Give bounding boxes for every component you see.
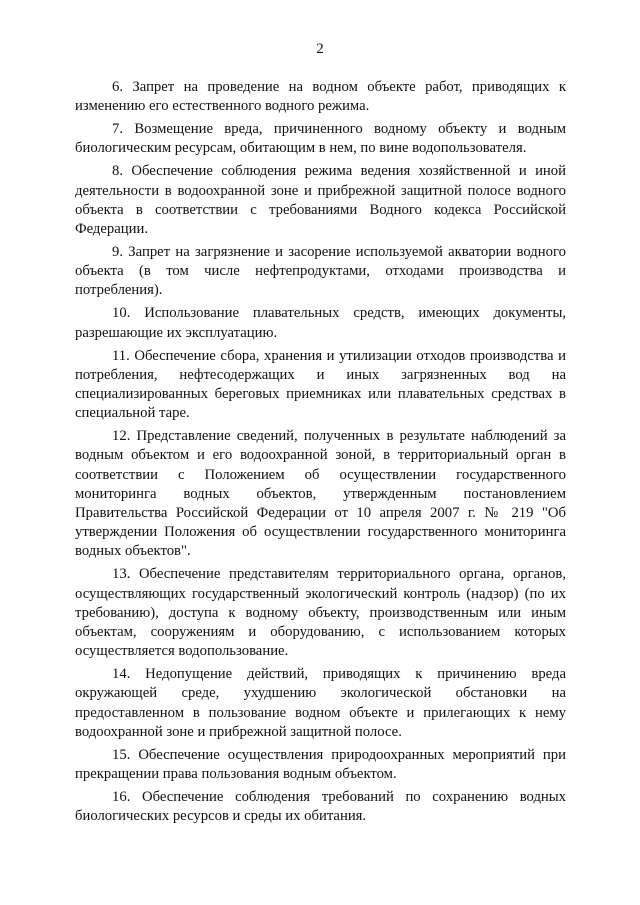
paragraph-6: 6. Запрет на проведение на водном объекте работ, приводящих к изменению его естественного водного режима.	[75, 79, 566, 115]
paragraph-16: 16. Обеспечение соблюдения требований по сохранению водных биологических ресурсов и среды их обитания.	[75, 789, 566, 825]
paragraph-8: 8. Обеспечение соблюдения режима ведения хозяйственной и иной деятельности в водоохранной зоне и прибрежной защитной полосе водного объекта в соответствии с требованиями Водного кодекса Российской Федерации.	[75, 163, 566, 238]
paragraph-14: 14. Недопущение действий, приводящих к причинению вреда окружающей среде, ухудшению экологической обстановки на предоставленном в пользование водном объекте и прилегающих к нему водоохранной зоне и прибрежной защитной полосе.	[75, 666, 566, 740]
paragraph-9: 9. Запрет на загрязнение и засорение используемой акватории водного объекта (в том числе нефтепродуктами, отходами производства и потребления).	[75, 244, 566, 299]
paragraph-15: 15. Обеспечение осуществления природоохранных мероприятий при прекращении права пользования водным объектом.	[75, 746, 566, 783]
paragraph-7: 7. Возмещение вреда, причиненного водному объекту и водным биологическим ресурсам, обитающим в нем, по вине водопользователя.	[75, 121, 566, 157]
paragraph-13: 13. Обеспечение представителям территориального органа, органов, осуществляющих государственный экологический контроль (надзор) (по их требованию), доступа к водному объекту, производственным или иным объектам, сооружениям и оборудованию, с использованием которых осуществляется водопользование.	[75, 566, 566, 660]
paragraph-10: 10. Использование плавательных средств, имеющих документы, разрешающие их эксплуатацию.	[75, 305, 566, 341]
paragraph-11: 11. Обеспечение сбора, хранения и утилизации отходов производства и потребления, нефтесодержащих и иных загрязненных вод на специализированных береговых приемниках или плавательных средствах в специальной таре.	[75, 347, 566, 422]
paragraph-12: 12. Представление сведений, полученных в результате наблюдений за водным объектом и его водоохранной зоной, в территориальный орган в соответствии с Положением об осуществлении государственного мониторинга водных объектов, утвержденным постановлением Правительства Российской Федерации от 10 апреля 2007 г. № 219 "Об утверждении Положения об осуществлении государственного мониторинга водных объектов".	[75, 428, 566, 560]
page-number: 2	[316, 41, 324, 57]
document-body	[75, 78, 566, 830]
